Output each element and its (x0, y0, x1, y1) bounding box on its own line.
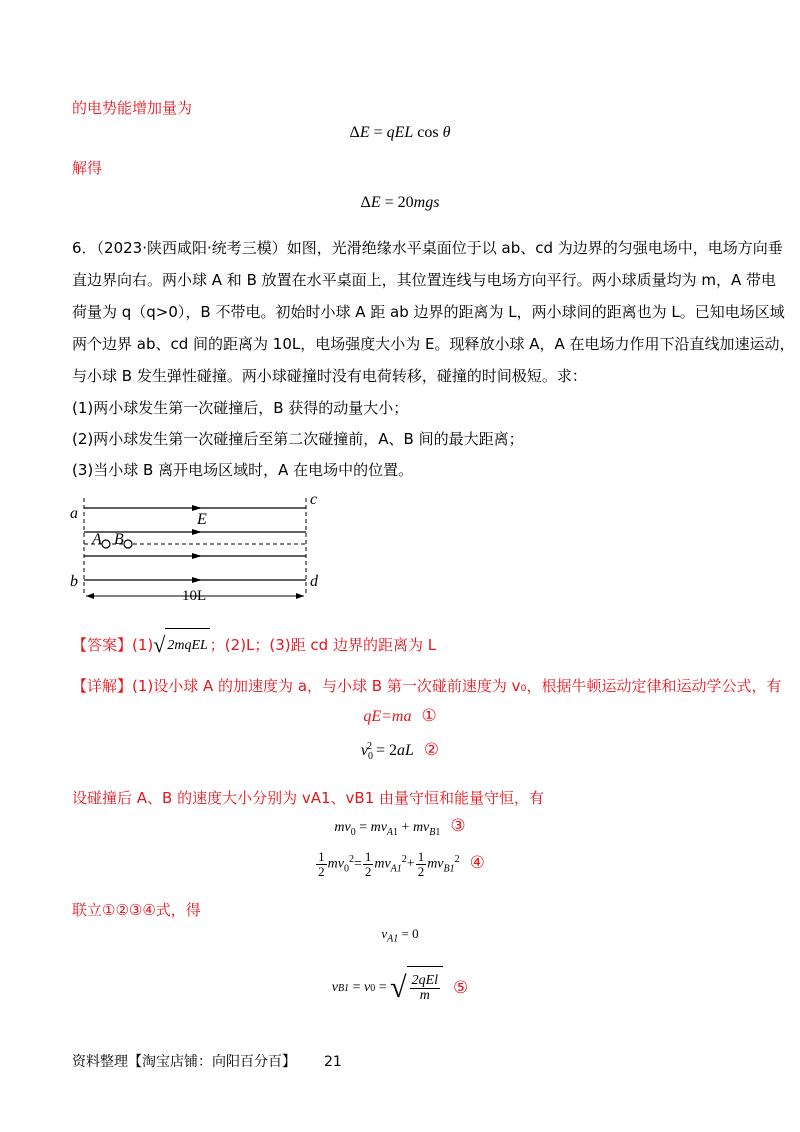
mark-2: ② (423, 740, 440, 759)
detail-eq-5: $v_{A1} = 0$ (381, 926, 419, 945)
label-A: A (92, 531, 102, 548)
detail-text-1: (1)设小球 A 的加速度为 a，与小球 B 第一次碰前速度为 v₀，根据牛顿运动定律和运动学公式，有 (132, 677, 782, 695)
detail-eq-6: v B1 = v 0 = √ $\frac{\text{2qEl}}{m}$ ⑤ (0, 966, 800, 1010)
ball-a (102, 540, 110, 548)
label-c: c (310, 491, 318, 508)
footer-source: 资料整理【淘宝店铺：向阳百分百】 (72, 1054, 296, 1070)
problem-number: 6． (72, 239, 97, 257)
detail-eq-1 (0, 706, 800, 726)
detail-eq-2: $v_0^2 = 2aL$ ② (360, 740, 440, 763)
label-B: B (114, 531, 124, 548)
question-1: (1)两小球发生第一次碰撞后，B 获得的动量大小； (72, 399, 409, 417)
answer-part1-prefix: (1) (132, 636, 154, 654)
detail-eq-4: $\frac{1}{2}$ $mv_0^2=$ $\frac{1}{2}$ $mv_{A1}^2+$ $\frac{1}{2}$ $mv_{B1}^2$ ④ (318, 849, 485, 879)
problem-line-1 (72, 238, 783, 258)
ball-b (124, 540, 132, 548)
page-number: 21 (324, 1054, 342, 1070)
problem-line-3: 荷量为 q（q>0），B 不带电。初始时小球 A 距 ab 边界的距离为 L，两小球间的距离也为 L。已知电场区域 (72, 303, 785, 321)
answer-line (72, 628, 436, 662)
problem-text-1: （2023·陕西咸阳·统考三模）如图，光滑绝缘水平桌面位于以 ab、cd 为边界的匀强电场中，电场方向垂 (96, 239, 783, 257)
mark-5: ⑤ (453, 978, 469, 997)
equation-potential-energy: ΔE = qEL cos θ (349, 124, 451, 141)
answer-tag: 【答案】 (72, 636, 133, 654)
label-width: 10L (182, 588, 207, 604)
problem-line-5: 与小球 B 发生弹性碰撞。两小球碰撞时没有电荷转移，碰撞的时间极短。求： (72, 367, 587, 385)
problem-line-4: 两个边界 ab、cd 间的距离为 10L，电场强度大小为 E。现释放小球 A，A 在电场力作用下沿直线加速运动， (72, 335, 795, 353)
problem-line-2: 直边界向右。两小球 A 和 B 放置在水平桌面上，其位置连线与电场方向平行。两小球质量均为 m，A 带电 (72, 271, 777, 289)
mark-1: ① (421, 706, 437, 725)
answer-sqrt: √ 2mqEL (153, 628, 210, 662)
detail-eq-3: $mv_0 = mv_{A1} + mv_{B1}$ ③ (334, 816, 466, 838)
detail-tag: 【详解】 (72, 677, 133, 695)
equation-result: ΔE = 20mgs (360, 194, 440, 211)
width-arrow-right (296, 593, 304, 599)
detail-line-2: 设碰撞后 A、B 的速度大小分别为 vA1、vB1 由量守恒和能量守恒，有 (72, 789, 545, 807)
field-arrow (192, 553, 202, 559)
intro-line: 的电势能增加量为 (72, 99, 193, 117)
footer (72, 1052, 342, 1072)
label-b: b (70, 573, 78, 590)
solve-label: 解得 (72, 159, 103, 177)
detail-line-1 (72, 676, 782, 696)
label-a: a (70, 505, 78, 522)
electric-field-diagram (64, 488, 334, 608)
answer-radicand: 2mqEL (165, 628, 209, 662)
label-E: E (197, 511, 207, 528)
question-3: (3)当小球 B 离开电场区域时，A 在电场中的位置。 (72, 461, 414, 479)
mark-3: ③ (450, 816, 466, 835)
question-2: (2)两小球发生第一次碰撞后至第二次碰撞前，A、B 间的最大距离； (72, 430, 524, 448)
width-arrow-left (86, 593, 94, 599)
label-d: d (310, 573, 318, 590)
field-arrow (192, 529, 202, 535)
mark-4: ④ (469, 852, 485, 872)
answer-rest: ；(2)L；(3)距 cd 边界的距离为 L (209, 636, 437, 654)
eq-qE-ma: qE=ma (363, 708, 412, 725)
detail-line-3: 联立①②③④式，得 (72, 901, 201, 919)
field-arrow (192, 577, 202, 583)
